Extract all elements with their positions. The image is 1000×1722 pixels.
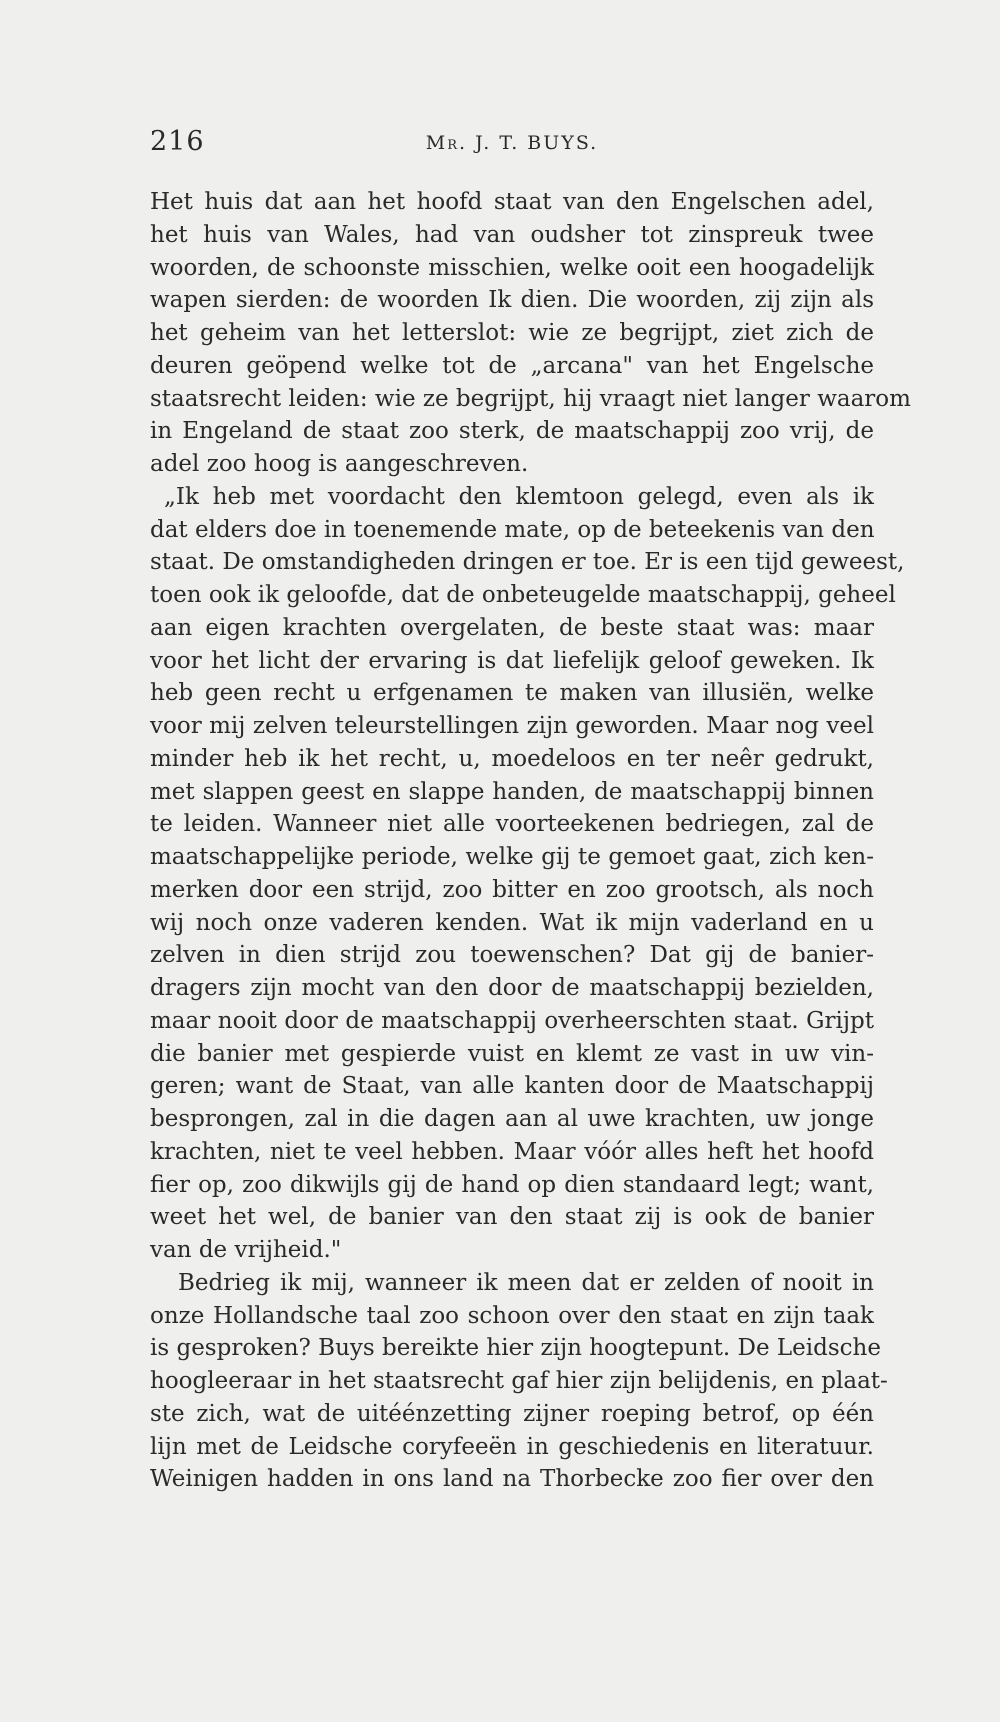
text-line: wij noch onze vaderen kenden. Wat ik mijn vaderland en u [150, 909, 874, 936]
text-line: dragers zijn mocht van den door de maatschappij bezielden, [150, 975, 874, 1001]
text-line: te leiden. Wanneer niet alle voorteekenen bedriegen, zal de [150, 811, 874, 838]
text-line: hoogleeraar in het staatsrecht gaf hier zijn belijdenis, en plaat- [150, 1368, 888, 1394]
text-line: Weinigen hadden in ons land na Thorbecke zoo fier over den [150, 1466, 874, 1493]
text-line: geren; want de Staat, van alle kanten door de Maatschappij [150, 1073, 874, 1100]
text-line: onze Hollandsche taal zoo schoon over den staat en zijn taak [150, 1302, 874, 1329]
text-line: Het huis dat aan het hoofd staat van den Engelschen adel, [150, 189, 874, 215]
text-line: die banier met gespierde vuist en klemt ze vast in uw vin- [150, 1040, 874, 1067]
text-line: heb geen recht u erfgenamen te maken van illusiën, welke [150, 680, 874, 707]
text-line: staatsrecht leiden: wie ze begrijpt, hij vraagt niet langer waarom [150, 385, 911, 412]
text-line: adel zoo hoog is aangeschreven. [150, 451, 529, 477]
text-line: deuren geöpend welke tot de „arcana" van het Engelsche [150, 352, 874, 379]
text-line: van de vrijheid." [150, 1237, 342, 1263]
text-line: is gesproken? Buys bereikte hier zijn hoogtepunt. De Leidsche [150, 1335, 881, 1362]
text-line: in Engeland de staat zoo sterk, de maatschappij zoo vrij, de [150, 418, 874, 445]
text-line: het huis van Wales, had van oudsher tot zinspreuk twee [150, 221, 874, 248]
text-line: staat. De omstandigheden dringen er toe. Er is een tijd geweest, [150, 549, 905, 576]
text-line: weet het wel, de banier van den staat zij is ook de banier [150, 1204, 874, 1231]
text-line: zelven in dien strijd zou toewenschen? Dat gij de banier- [150, 942, 874, 969]
text-line: „Ik heb met voordacht den klemtoon gelegd, even als ik [164, 483, 874, 510]
text-line: met slappen geest en slappe handen, de maatschappij binnen [150, 778, 874, 805]
text-line: maatschappelijke periode, welke gij te gemoet gaat, zich ken- [150, 844, 874, 870]
text-line: fier op, zoo dikwijls gij de hand op dien standaard legt; want, [150, 1171, 874, 1198]
text-line: woorden, de schoonste misschien, welke ooit een hoogadelijk [150, 254, 874, 281]
text-line: wapen sierden: de woorden Ik dien. Die woorden, zij zijn als [150, 287, 874, 314]
text-line: voor het licht der ervaring is dat liefelijk geloof geweken. Ik [150, 647, 874, 674]
text-line: toen ook ik geloofde, dat de onbeteugelde maatschappij, geheel [150, 582, 896, 608]
text-line: maar nooit door de maatschappij overheerschten staat. Grijpt [150, 1007, 874, 1034]
running-head: Mr. J. T. BUYS. [425, 132, 599, 154]
text-line: merken door een strijd, zoo bitter en zoo grootsch, als noch [150, 876, 874, 903]
page-number: 216 [150, 126, 205, 157]
text-line: lijn met de Leidsche coryfeeën in geschiedenis en literatuur. [150, 1433, 874, 1460]
text-line: minder heb ik het recht, u, moedeloos en ter neêr gedrukt, [150, 745, 874, 772]
text-line: krachten, niet te veel hebben. Maar vóór alles heft het hoofd [150, 1138, 874, 1165]
text-line: ste zich, wat de uitéénzetting zijner roeping betrof, op één [150, 1400, 874, 1427]
body-text [150, 186, 911, 1496]
page-header [150, 126, 874, 166]
text-line: Bedrieg ik mij, wanneer ik meen dat er zelden of nooit in [178, 1269, 874, 1296]
text-line: aan eigen krachten overgelaten, de beste staat was: maar [150, 614, 874, 641]
text-line: het geheim van het letterslot: wie ze begrijpt, ziet zich de [150, 320, 874, 346]
text-line: besprongen, zal in die dagen aan al uwe krachten, uw jonge [150, 1106, 874, 1132]
text-line: voor mij zelven teleurstellingen zijn geworden. Maar nog veel [150, 713, 874, 739]
text-line: dat elders doe in toenemende mate, op de beteekenis van den [150, 516, 875, 543]
